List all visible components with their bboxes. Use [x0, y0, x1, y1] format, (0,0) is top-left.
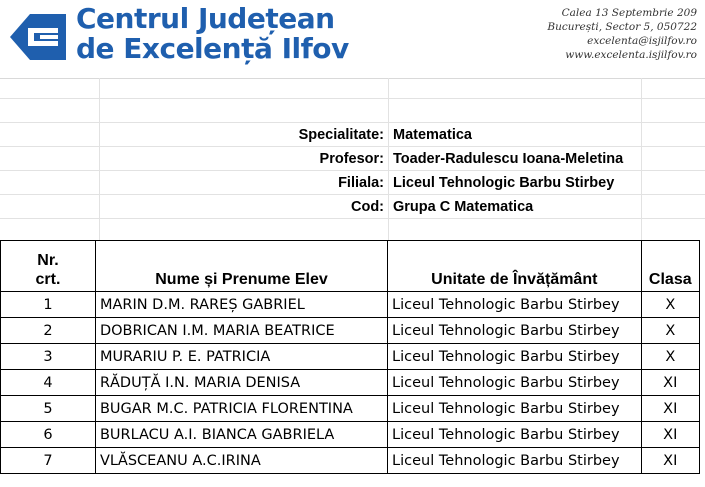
spreadsheet-area: [0, 78, 705, 487]
school-name[interactable]: Liceul Tehnologic Barbu Stirbey: [388, 448, 642, 474]
school-name[interactable]: Liceul Tehnologic Barbu Stirbey: [388, 370, 642, 396]
student-name[interactable]: MARIN D.M. RAREȘ GABRIEL: [95, 292, 387, 318]
info-row-specialitate: [0, 124, 705, 148]
row-number[interactable]: 3: [1, 344, 96, 370]
table-row: [1, 292, 700, 318]
students-table: [0, 240, 700, 474]
info-label: Filiala:: [338, 175, 384, 191]
student-name[interactable]: RĂDUȚĂ I.N. MARIA DENISA: [95, 370, 387, 396]
header-banner: [0, 0, 705, 79]
student-name[interactable]: DOBRICAN I.M. MARIA BEATRICE: [95, 318, 387, 344]
class-value[interactable]: X: [641, 318, 699, 344]
row-number[interactable]: 7: [1, 448, 96, 474]
info-row-cod: [0, 196, 705, 220]
grid-line: [0, 122, 705, 123]
table-row: [1, 370, 700, 396]
row-number[interactable]: 6: [1, 422, 96, 448]
contact-block: [547, 6, 697, 62]
table-row: [1, 396, 700, 422]
header-school: Unitate de Învățământ: [388, 241, 642, 292]
school-name[interactable]: Liceul Tehnologic Barbu Stirbey: [388, 318, 642, 344]
row-number[interactable]: 1: [1, 292, 96, 318]
student-name[interactable]: BUGAR M.C. PATRICIA FLORENTINA: [95, 396, 387, 422]
student-name[interactable]: BURLACU A.I. BIANCA GABRIELA: [95, 422, 387, 448]
table-row: [1, 448, 700, 474]
class-value[interactable]: XI: [641, 396, 699, 422]
info-row-profesor: [0, 148, 705, 172]
header-nr-crt: [1, 241, 96, 292]
school-name[interactable]: Liceul Tehnologic Barbu Stirbey: [388, 396, 642, 422]
class-value[interactable]: XI: [641, 448, 699, 474]
logo-line-2: de Excelență Ilfov: [76, 32, 349, 65]
class-value[interactable]: XI: [641, 370, 699, 396]
table-row: [1, 422, 700, 448]
grid-line: [0, 98, 705, 99]
info-value: Grupa C Matematica: [393, 199, 534, 215]
class-value[interactable]: X: [641, 292, 699, 318]
address-line-2: București, Sector 5, 050722: [547, 21, 697, 33]
row-number[interactable]: 4: [1, 370, 96, 396]
school-name[interactable]: Liceul Tehnologic Barbu Stirbey: [388, 344, 642, 370]
header-student-name: Nume și Prenume Elev: [95, 241, 387, 292]
header-class: Clasa: [641, 241, 699, 292]
header-nr-line-1: Nr.: [37, 252, 59, 269]
school-name[interactable]: Liceul Tehnologic Barbu Stirbey: [388, 422, 642, 448]
row-number[interactable]: 5: [1, 396, 96, 422]
class-value[interactable]: X: [641, 344, 699, 370]
table-row: [1, 318, 700, 344]
address-line-1: Calea 13 Septembrie 209: [561, 7, 697, 19]
logo-line-1: Centrul Județean: [76, 2, 335, 35]
info-value: Matematica: [393, 127, 472, 143]
website-text: www.excelenta.isjilfov.ro: [565, 49, 697, 61]
info-value: Liceul Tehnologic Barbu Stirbey: [393, 175, 615, 191]
table-header-row: [1, 241, 700, 292]
class-value[interactable]: XI: [641, 422, 699, 448]
school-name[interactable]: Liceul Tehnologic Barbu Stirbey: [388, 292, 642, 318]
email-text: excelenta@isjilfov.ro: [587, 35, 697, 47]
info-label: Profesor:: [319, 151, 384, 167]
info-label: Specialitate:: [298, 127, 384, 143]
logo-wordmark: [76, 4, 349, 64]
cje-logo-icon: [4, 6, 70, 68]
row-number[interactable]: 2: [1, 318, 96, 344]
info-row-filiala: [0, 172, 705, 196]
student-name[interactable]: MURARIU P. E. PATRICIA: [95, 344, 387, 370]
info-value: Toader-Radulescu Ioana-Meletina: [393, 151, 624, 167]
student-name[interactable]: VLĂSCEANU A.C.IRINA: [95, 448, 387, 474]
header-nr-line-2: crt.: [35, 271, 61, 288]
info-label: Cod:: [350, 199, 384, 215]
table-row: [1, 344, 700, 370]
